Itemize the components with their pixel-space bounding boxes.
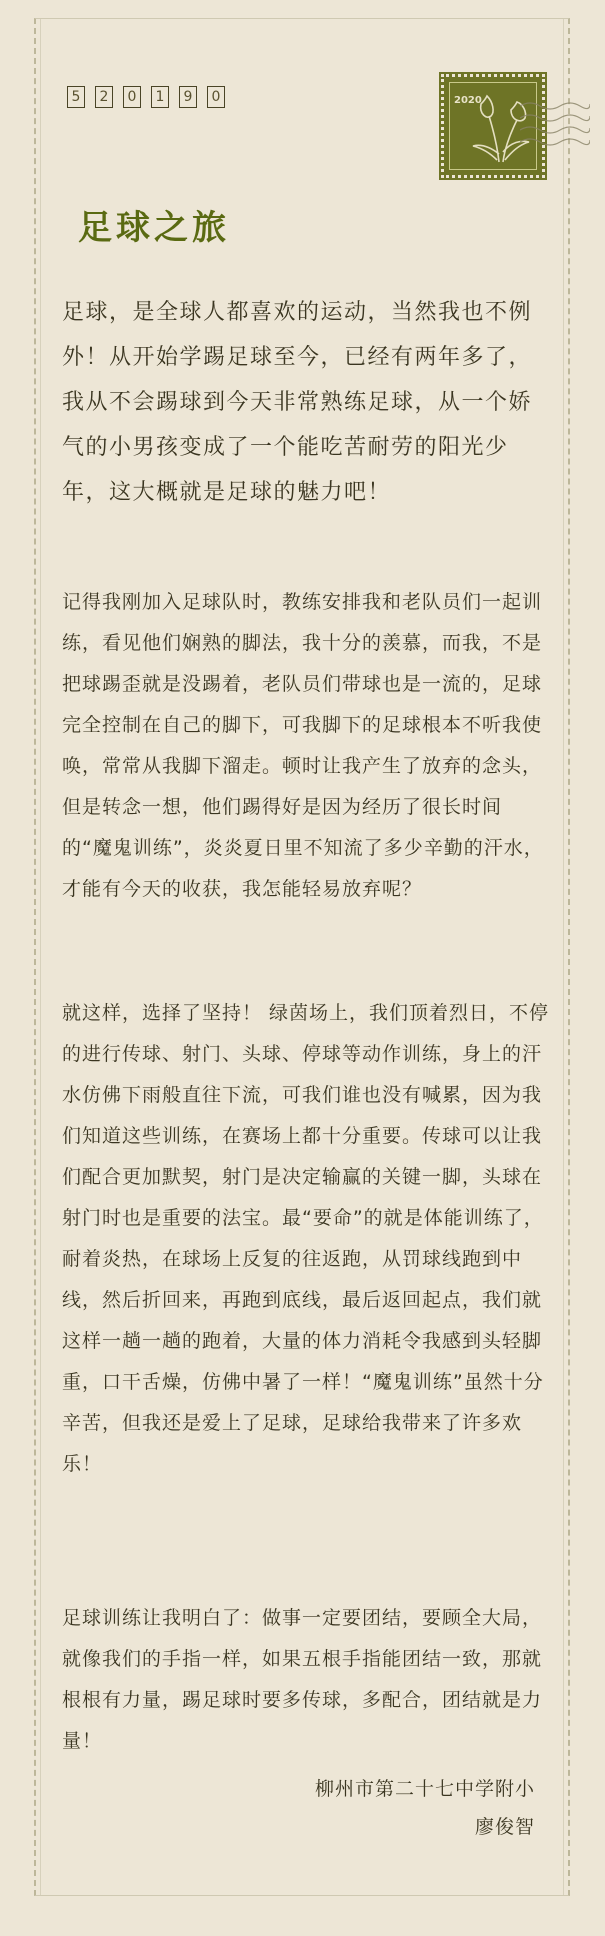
author-name: 廖俊智: [474, 1816, 535, 1838]
postal-digit: 0: [123, 86, 141, 108]
postal-digit: 1: [151, 86, 169, 108]
postal-digit: 9: [179, 86, 197, 108]
school-name: 柳州市第二十七中学附小: [314, 1778, 535, 1800]
paragraph-3: 就这样，选择了坚持！ 绿茵场上，我们顶着烈日，不停的进行传球、射门、头球、停球等动作训练，身上的汗水仿佛下雨般直往下流，可我们谁也没有喊累，因为我们知道这些训练，在赛场上都十分重要。传球可以让我们配合更加默契，射门是决定输赢的关键一脚，头球在射门时也是重要的法宝。最“要命”的就是体能训练了，耐着炎热，在球场上反复的往返跑，从罚球线跑到中线，然后折回来，再跑到底线，最后返回起点，我们就这样一趟一趟的跑着，大量的体力消耗令我感到头轻脚重，口干舌燥，仿佛中暑了一样！“魔鬼训练”虽然十分辛苦，但我还是爱上了足球，足球给我带来了许多欢乐！: [62, 1002, 550, 1475]
postal-digit: 5: [67, 86, 85, 108]
postal-digit: 0: [207, 86, 225, 108]
paragraph-2: 记得我刚加入足球队时，教练安排我和老队员们一起训练，看见他们娴熟的脚法，我十分的羡慕，而我，不是把球踢歪就是没踢着，老队员们带球也是一流的，足球完全控制在自己的脚下，可我脚下的足球根本不听我使唤，常常从我脚下溜走。顿时让我产生了放弃的念头，但是转念一想，他们踢得好是因为经历了很长时间的“魔鬼训练”，炎炎夏日里不知流了多少辛勤的汗水，才能有今天的收获，我怎能轻易放弃呢？: [62, 591, 544, 900]
postmark-wave-lines: [520, 98, 590, 158]
essay-title: 足球之旅: [78, 208, 230, 248]
paragraph-1: 足球，是全球人都喜欢的运动，当然我也不例外！从开始学踢足球至今，已经有两年多了，我从不会踢球到今天非常熟练足球，从一个娇气的小男孩变成了一个能吃苦耐劳的阳光少年，这大概就是足球的魅力吧！: [62, 300, 533, 505]
postal-digit: 2: [95, 86, 113, 108]
stamp-year: 2020: [454, 95, 482, 106]
postal-code-boxes: [67, 86, 235, 108]
signature-block: [315, 1770, 535, 1846]
paragraph-4: 足球训练让我明白了：做事一定要团结，要顾全大局，就像我们的手指一样，如果五根手指能团结一致，那就根根有力量，踢足球时要多传球，多配合，团结就是力量！: [62, 1607, 543, 1752]
